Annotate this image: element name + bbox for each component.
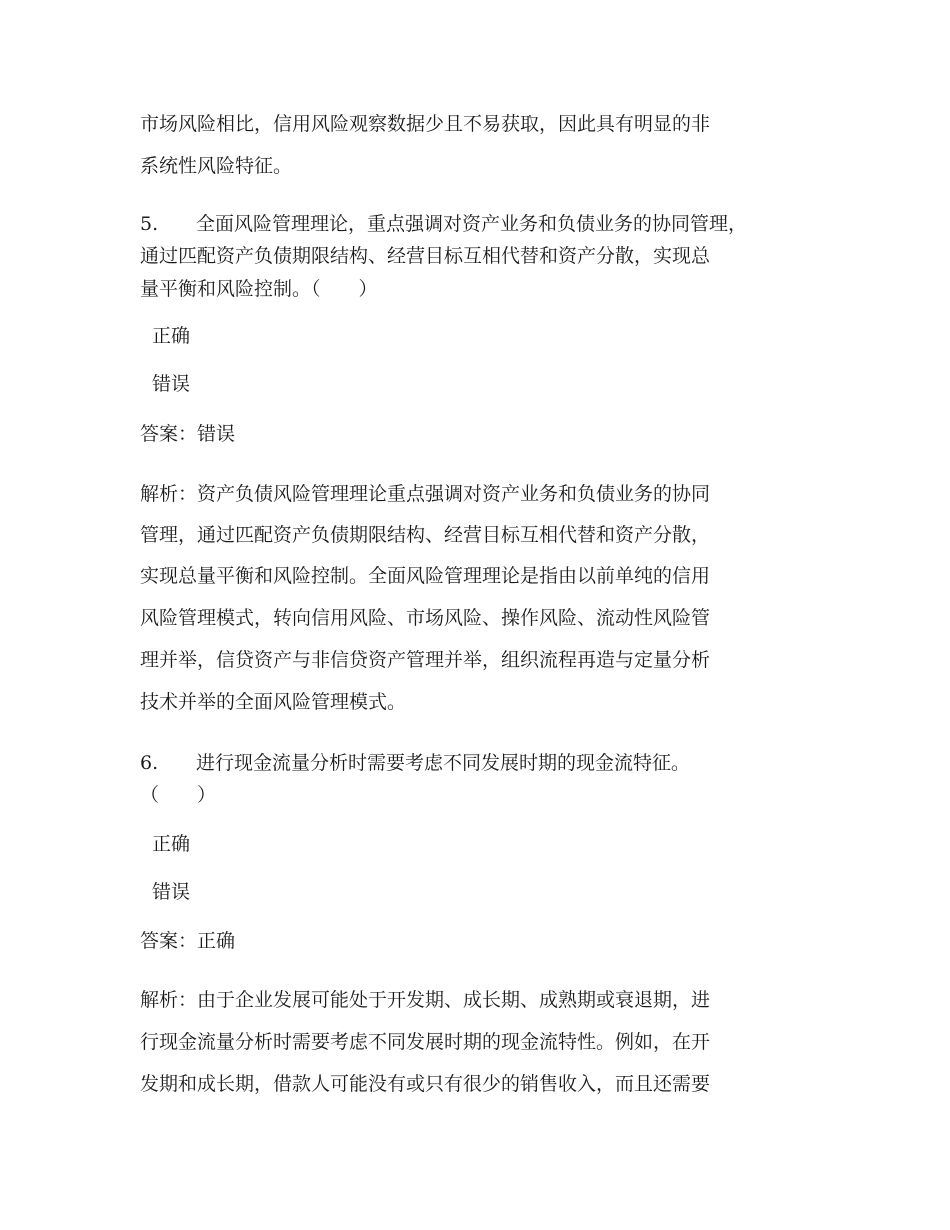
answer-line: 答案：正确: [140, 930, 236, 952]
explanation-line: 发期和成长期，借款人可能没有或只有很少的销售收入，而且还需要: [140, 1073, 711, 1095]
intro-line: 系统性风险特征。: [140, 155, 293, 177]
question-stem-line: [140, 751, 690, 775]
explanation-line: 解析：资产负债风险管理理论重点强调对资产业务和负债业务的协同: [140, 483, 711, 505]
explanation-line: 解析：由于企业发展可能处于开发期、成长期、成熟期或衰退期，进: [140, 989, 711, 1011]
question-stem-line: 量平衡和风险控制。（ ）: [140, 278, 378, 300]
explanation-line: 理并举，信贷资产与非信贷资产管理并举，组织流程再造与定量分析: [140, 649, 711, 671]
explanation-line: 技术并举的全面风险管理模式。: [140, 691, 407, 713]
question-number: 5.: [140, 213, 159, 235]
question-stem-line: 通过匹配资产负债期限结构、经营目标互相代替和资产分散，实现总: [140, 245, 711, 267]
question-stem-line: [140, 212, 747, 236]
intro-line: 市场风险相比，信用风险观察数据少且不易获取，因此具有明显的非: [140, 113, 711, 135]
question-stem-text: 全面风险管理理论，重点强调对资产业务和负债业务的协同管理，: [196, 213, 748, 235]
question-number: 6.: [140, 752, 159, 774]
question-stem-line: （ ）: [140, 784, 217, 806]
answer-line: 答案：错误: [140, 423, 236, 445]
explanation-line: 行现金流量分析时需要考虑不同发展时期的现金流特性。例如，在开: [140, 1031, 711, 1053]
option-wrong: 错误: [152, 881, 191, 903]
option-correct: 正确: [152, 325, 191, 347]
explanation-line: 风险管理模式，转向信用风险、市场风险、操作风险、流动性风险管: [140, 607, 711, 629]
option-wrong: 错误: [152, 373, 191, 395]
explanation-line: 管理，通过匹配资产负债期限结构、经营目标互相代替和资产分散，: [140, 524, 711, 546]
option-correct: 正确: [152, 833, 191, 855]
question-stem-text: 进行现金流量分析时需要考虑不同发展时期的现金流特征。: [196, 752, 691, 774]
explanation-line: 实现总量平衡和风险控制。全面风险管理理论是指由以前单纯的信用: [140, 565, 711, 587]
